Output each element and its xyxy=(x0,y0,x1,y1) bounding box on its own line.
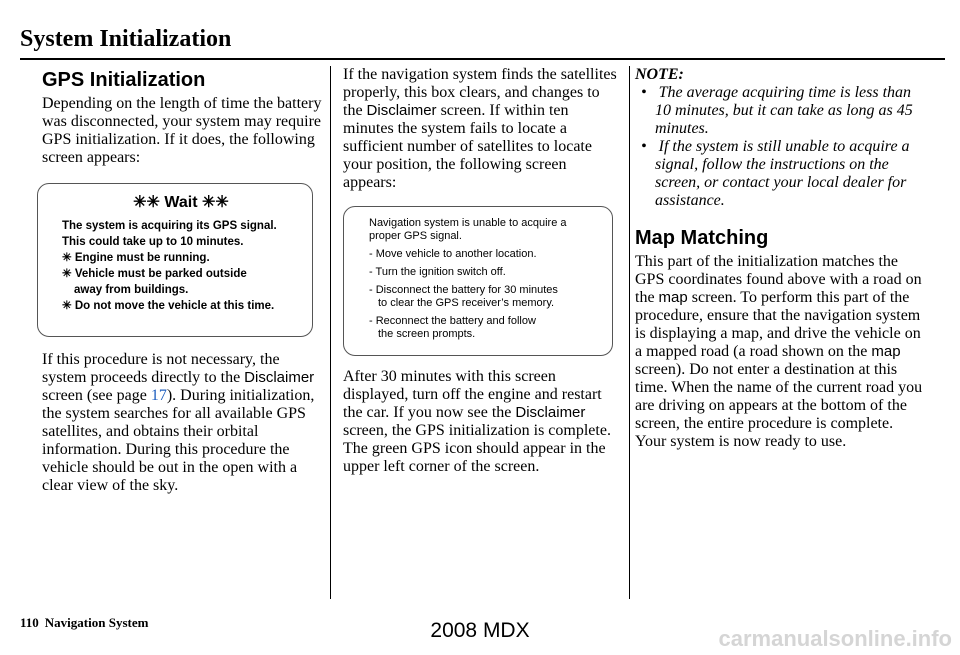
map-matching-paragraph xyxy=(635,253,925,451)
wait-screen-illustration xyxy=(37,183,313,337)
paragraph-text: screen). Do not enter a destination at this time. When the name of the current road you are driving on appears at the bottom of the screen, the entire procedure is complete. Your system is now ready to use. xyxy=(635,361,923,450)
wait-screen-line: The system is acquiring its GPS signal. xyxy=(62,220,277,232)
column-1 xyxy=(42,66,327,495)
wait-screen-line: ✳ Do not move the vehicle at this time. xyxy=(62,300,275,312)
disclaimer-term: Disclaimer xyxy=(515,404,586,421)
unable-screen-item: - Turn the ignition switch off. xyxy=(369,266,506,278)
paragraph-text: screen. To perform this part of the procedure, ensure that the navigation system is displaying a map, and drive the vehicle on a mapped road (a road shown on the xyxy=(635,289,921,360)
wait-screen-line: ✳ Engine must be running. xyxy=(62,252,210,264)
wait-screen-title: ✳✳ Wait ✳✳ xyxy=(133,194,229,211)
column-2 xyxy=(343,66,623,476)
column-divider-2 xyxy=(629,66,630,599)
section-heading-gps-initialization: GPS Initialization xyxy=(42,69,206,91)
unable-screen-item: - Disconnect the battery for 30 minutes xyxy=(369,284,558,296)
paragraph-text: This part of the initialization matches the GPS coordinates found above with a road on the xyxy=(635,253,922,306)
unable-screen-item: - Move vehicle to another location. xyxy=(369,248,537,260)
column-divider-1 xyxy=(330,66,331,599)
model-label: 2008 MDX xyxy=(430,619,530,642)
unable-screen-item: the screen prompts. xyxy=(378,328,476,340)
paragraph-text: screen (see page xyxy=(42,387,151,404)
disclaimer-term: Disclaimer xyxy=(244,369,315,386)
paragraph-text: After 30 minutes with this screen displayed, turn off the engine and restart the car. If you now see the xyxy=(343,368,602,421)
note-item: • The average acquiring time is less than 10 minutes, but it can take as long as 45 minutes. xyxy=(641,84,913,137)
paragraph-text: screen. If within ten minutes the system fails to locate a sufficient number of satellites to locate your position, the following screen appears: xyxy=(343,102,592,191)
unable-screen-item: - Reconnect the battery and follow xyxy=(369,315,536,327)
wait-screen-line: ✳ Vehicle must be parked outside xyxy=(62,268,247,280)
wait-screen-line: away from buildings. xyxy=(74,284,189,296)
watermark: carmanualsonline.info xyxy=(718,626,952,651)
footer-section: Navigation System xyxy=(44,615,149,630)
disclaimer-term: Disclaimer xyxy=(366,102,437,119)
page-title: System Initialization xyxy=(20,26,232,52)
unable-screen-heading: Navigation system is unable to acquire a proper GPS signal. xyxy=(369,217,567,242)
wait-screen-line: This could take up to 10 minutes. xyxy=(62,236,244,248)
satellites-paragraph xyxy=(343,66,623,192)
procedure-paragraph xyxy=(42,351,327,495)
unable-screen-item: to clear the GPS receiver’s memory. xyxy=(378,297,555,309)
section-heading-map-matching: Map Matching xyxy=(635,227,769,249)
map-term: map xyxy=(871,343,901,360)
unable-screen-illustration xyxy=(343,206,613,356)
note-title: NOTE: xyxy=(635,66,684,83)
paragraph-text: If the navigation system finds the satellites properly, this box clears, and changes to the xyxy=(343,66,617,119)
note-item: • If the system is still unable to acquire a signal, follow the instructions on the screen, or contact your local dealer for assistance. xyxy=(641,138,910,209)
intro-paragraph: Depending on the length of time the battery was disconnected, your system may require GPS initialization. If it does, the following screen appears: xyxy=(42,95,322,166)
paragraph-text: screen, the GPS initialization is complete. The green GPS icon should appear in the upper left corner of the screen. xyxy=(343,422,611,475)
page-link[interactable]: 17 xyxy=(150,387,167,404)
note-text: If the system is still unable to acquire a signal, follow the instructions on the screen, or contact your local dealer for assistance. xyxy=(655,138,910,209)
restart-paragraph xyxy=(343,368,623,476)
paragraph-text: ). During initialization, the system searches for all available GPS satellites, and obtains their orbital information. During this procedure the vehicle should be out in the open with a clear view of the sky. xyxy=(42,387,315,494)
note-text: The average acquiring time is less than 10 minutes, but it can take as long as 45 minutes. xyxy=(655,84,913,137)
map-term: map xyxy=(658,289,688,306)
paragraph-text: If this procedure is not necessary, the system proceeds directly to the xyxy=(42,351,280,386)
title-rule xyxy=(20,58,945,60)
column-3 xyxy=(635,66,925,451)
page-number: 110 xyxy=(20,615,39,630)
